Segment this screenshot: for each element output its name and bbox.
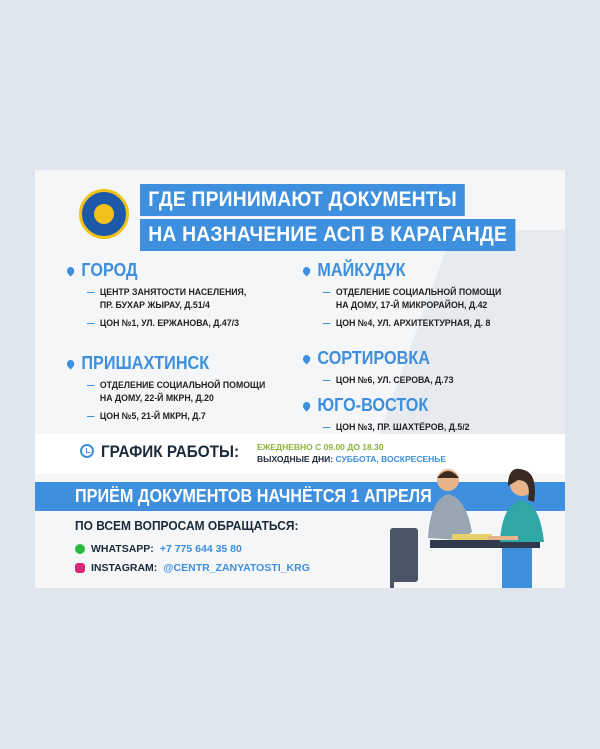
contact-instagram[interactable] [75, 562, 310, 574]
man-body [428, 494, 472, 540]
address-text: ЦОН №6, УЛ. СЕРОВА, Д.73 [335, 375, 454, 386]
whatsapp-label: WHATSAPP: [91, 543, 154, 555]
location-name: ГОРОД [81, 260, 138, 280]
location-name: ЮГО-ВОСТОК [317, 395, 429, 415]
map-pin-icon [302, 400, 312, 411]
instagram-icon [75, 563, 85, 573]
location-maykuduk [303, 260, 517, 330]
logo-emblem [79, 189, 129, 239]
location-item [87, 286, 246, 312]
whatsapp-number[interactable]: +7 775 644 35 80 [159, 543, 242, 555]
location-item [87, 379, 265, 405]
woman-body [500, 500, 544, 542]
address-text: ЦОН №5, 21-Й МКРН, Д.7 [99, 411, 206, 422]
address-text: ОТДЕЛЕНИЕ СОЦИАЛЬНОЙ ПОМОЩИ НА ДОМУ, 17-Й МИКРОРАЙОН, Д.42 [335, 287, 502, 311]
location-item [323, 317, 501, 330]
address-text: ЦЕНТР ЗАНЯТОСТИ НАСЕЛЕНИЯ, ПР. БУХАР ЖЫРАУ, Д.51/4 [99, 287, 247, 311]
contact-whatsapp[interactable] [75, 543, 242, 555]
location-item [323, 286, 501, 312]
instagram-handle[interactable]: @CENTR_ZANYATOSTI_KRG [163, 562, 310, 574]
contact-title: ПО ВСЕМ ВОПРОСАМ ОБРАЩАТЬСЯ: [75, 518, 299, 533]
address-text: ЦОН №4, УЛ. АРХИТЕКТУРНАЯ, Д. 8 [335, 318, 491, 329]
location-item [87, 410, 265, 423]
title-line-2: НА НАЗНАЧЕНИЕ АСП В КАРАГАНДЕ [140, 219, 515, 251]
location-item [87, 317, 246, 330]
title-line-1: ГДЕ ПРИНИМАЮТ ДОКУМЕНТЫ [140, 184, 465, 216]
office-illustration [390, 462, 560, 588]
instagram-label: INSTAGRAM: [91, 562, 158, 574]
days-off-value: СУББОТА, ВОСКРЕСЕНЬЕ [335, 454, 447, 464]
location-name: СОРТИРОВКА [317, 348, 430, 368]
map-pin-icon [302, 265, 312, 276]
location-name: ПРИШАХТИНСК [81, 353, 210, 373]
map-pin-icon [302, 353, 312, 364]
schedule-label: ГРАФИК РАБОТЫ: [101, 442, 240, 461]
location-prishakhtinsk [67, 353, 281, 423]
address-text: ЦОН №1, УЛ. ЕРЖАНОВА, Д.47/3 [99, 318, 239, 329]
location-name: МАЙКУДУК [317, 260, 406, 280]
clock-icon [80, 444, 94, 458]
map-pin-icon [66, 265, 76, 276]
days-off-label: ВЫХОДНЫЕ ДНИ: [257, 454, 334, 464]
chair-left [390, 528, 418, 582]
banner-text: ПРИЁМ ДОКУМЕНТОВ НАЧНЁТСЯ 1 АПРЕЛЯ [75, 486, 432, 506]
address-text: ЦОН №3, ПР. ШАХТЁРОВ, Д.5/2 [335, 422, 470, 433]
location-gorod [67, 260, 260, 330]
location-item [323, 374, 453, 387]
location-sortirovka [303, 348, 465, 387]
location-yugo-vostok [303, 395, 482, 434]
location-item [323, 421, 470, 434]
map-pin-icon [66, 358, 76, 369]
poster [35, 170, 565, 588]
whatsapp-icon [75, 544, 85, 554]
address-text: ОТДЕЛЕНИЕ СОЦИАЛЬНОЙ ПОМОЩИ НА ДОМУ, 22-Й МКРН, Д.20 [99, 380, 266, 404]
schedule-hours: ЕЖЕДНЕВНО С 09.00 ДО 18.30 [257, 442, 384, 452]
